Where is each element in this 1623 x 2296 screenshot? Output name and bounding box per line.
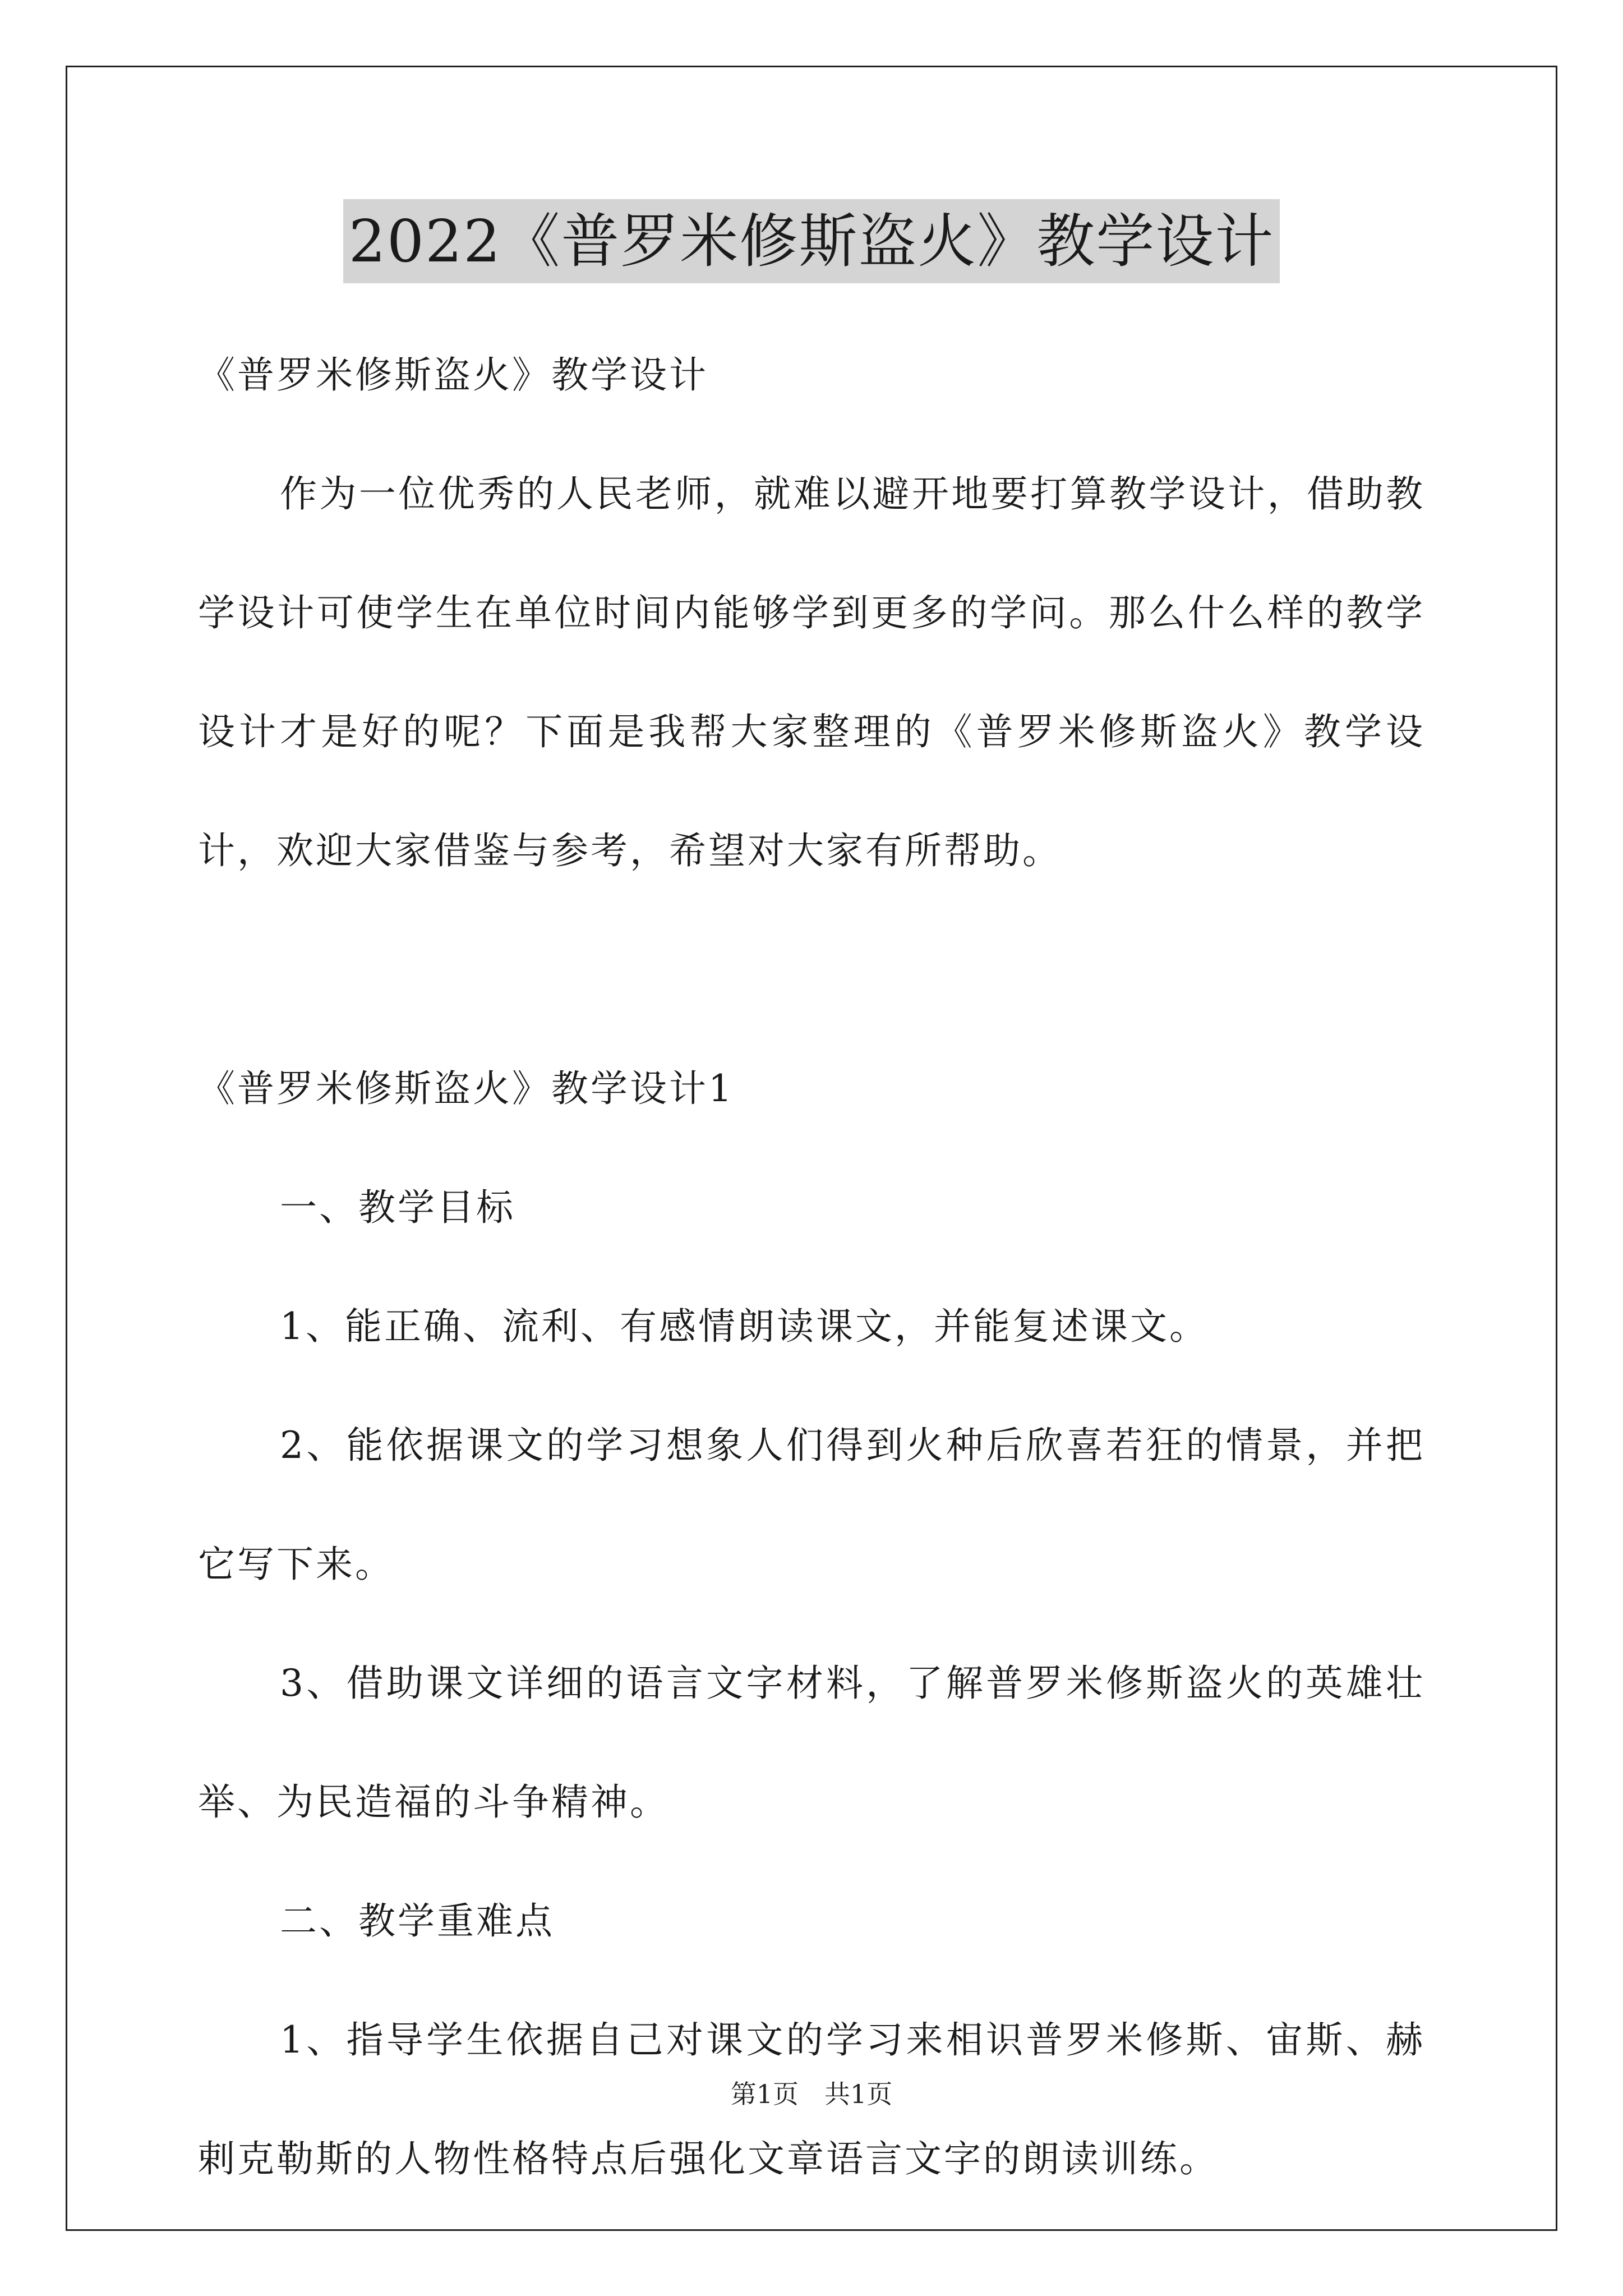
document-title: 2022《普罗米修斯盗火》教学设计	[343, 199, 1280, 283]
page-number-footer: 第1页 共1页	[730, 2079, 893, 2109]
paragraph-spacer	[198, 910, 1425, 1029]
list-item: 1、能正确、流利、有感情朗读课文，并能复述课文。	[280, 1305, 1209, 1348]
intro-paragraph: 作为一位优秀的人民老师，就难以避开地要打算教学设计，借助教学设计可使学生在单位时间内能够学到更多的学问。那么什么样的教学设计才是好的呢？下面是我帮大家整理的《普罗米修斯盗火》教学设计，欢迎大家借鉴与参考，希望对大家有所帮助。	[198, 472, 1425, 872]
list-item: 2、能依据课文的学习想象人们得到火种后欣喜若狂的情景，并把它写下来。	[198, 1424, 1425, 1586]
subsection-heading: 二、教学重难点	[280, 1899, 555, 1943]
title-container	[0, 199, 1623, 283]
section-heading: 《普罗米修斯盗火》教学设计	[198, 353, 708, 397]
document-body	[198, 316, 1425, 2219]
section-heading: 《普罗米修斯盗火》教学设计1	[198, 1067, 734, 1110]
subsection-heading: 一、教学目标	[280, 1186, 515, 1229]
list-item: 1、指导学生依据自己对课文的学习来相识普罗米修斯、宙斯、赫剌克勒斯的人物性格特点后强化文章语言文字的朗读训练。	[198, 2018, 1425, 2180]
list-item: 3、借助课文详细的语言文字材料，了解普罗米修斯盗火的英雄壮举、为民造福的斗争精神。	[198, 1662, 1425, 1824]
